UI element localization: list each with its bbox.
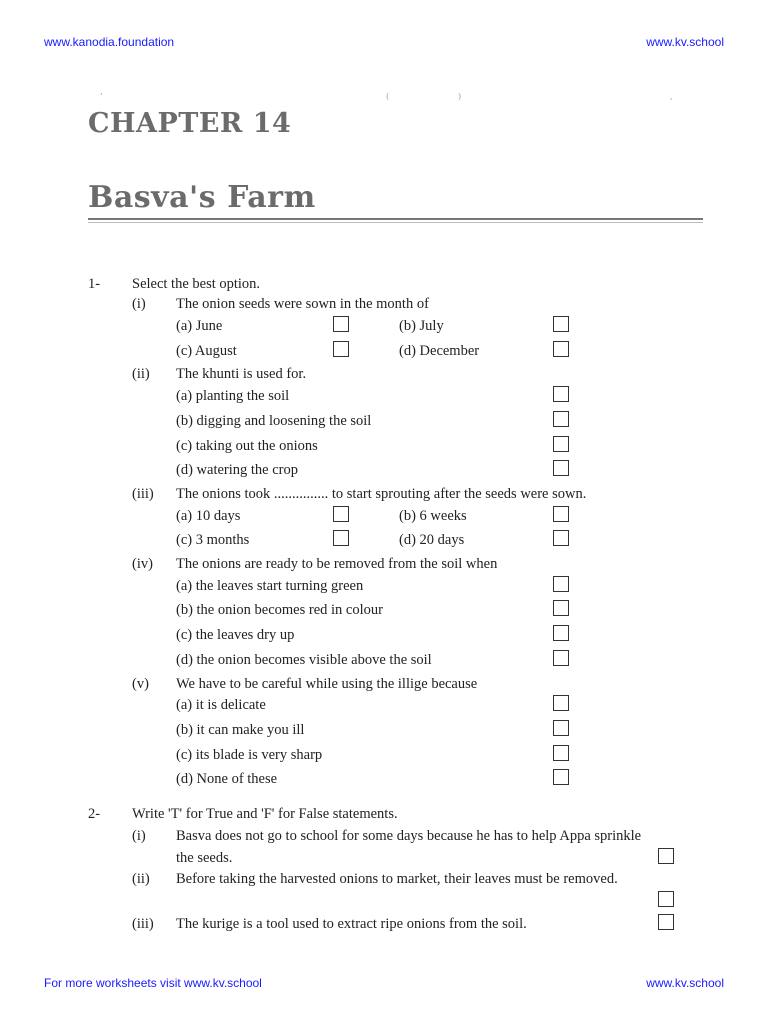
option-label: (c) taking out the onions: [176, 438, 318, 454]
option-label: (b) it can make you ill: [176, 722, 305, 738]
answer-checkbox[interactable]: [553, 625, 569, 641]
item-question: The onions are ready to be removed from the soil when: [176, 556, 498, 572]
scan-mark: (: [386, 92, 390, 101]
question-instruction: Select the best option.: [132, 276, 261, 292]
answer-checkbox[interactable]: [553, 436, 569, 452]
footer-link-right[interactable]: www.kv.school: [646, 976, 724, 990]
chapter-heading: CHAPTER 14: [88, 108, 292, 139]
answer-checkbox[interactable]: [553, 650, 569, 666]
title-underline-thin: [88, 222, 703, 223]
option-label: (b) 6 weeks: [399, 508, 467, 524]
answer-checkbox[interactable]: [553, 386, 569, 402]
question-number: 2-: [88, 806, 101, 822]
question-number: 1-: [88, 276, 101, 292]
item-number: (i): [132, 296, 146, 312]
answer-checkbox[interactable]: [553, 576, 569, 592]
answer-checkbox[interactable]: [553, 316, 569, 332]
option-label: (d) watering the crop: [176, 462, 298, 478]
title-underline: [88, 218, 703, 220]
answer-checkbox[interactable]: [333, 530, 349, 546]
true-false-box[interactable]: [658, 914, 674, 930]
option-label: (c) its blade is very sharp: [176, 747, 323, 763]
option-label: (d) 20 days: [399, 532, 465, 548]
option-label: (c) August: [176, 343, 237, 359]
statement-text: Before taking the harvested onions to market, their leaves must be removed.: [176, 871, 618, 887]
item-number: (ii): [132, 871, 150, 887]
item-question: The onions took ............... to start sprouting after the seeds were sown.: [176, 486, 587, 502]
option-label: (a) it is delicate: [176, 697, 266, 713]
option-label: (b) the onion becomes red in colour: [176, 602, 383, 618]
true-false-box[interactable]: [658, 891, 674, 907]
answer-checkbox[interactable]: [553, 720, 569, 736]
page-title: Basva's Farm: [88, 180, 316, 215]
option-label: (a) the leaves start turning green: [176, 578, 364, 594]
item-number: (ii): [132, 366, 150, 382]
answer-checkbox[interactable]: [553, 530, 569, 546]
answer-checkbox[interactable]: [553, 460, 569, 476]
option-label: (b) July: [399, 318, 444, 334]
answer-checkbox[interactable]: [333, 341, 349, 357]
option-label: (a) 10 days: [176, 508, 241, 524]
answer-checkbox[interactable]: [553, 600, 569, 616]
question-instruction: Write 'T' for True and 'F' for False statements.: [132, 806, 398, 822]
option-label: (c) 3 months: [176, 532, 250, 548]
option-label: (d) the onion becomes visible above the soil: [176, 652, 432, 668]
item-number: (iii): [132, 916, 154, 932]
item-question: We have to be careful while using the illige because: [176, 676, 478, 692]
statement-text-continued: the seeds.: [176, 850, 233, 866]
scan-mark: ’: [100, 92, 103, 101]
item-number: (v): [132, 676, 149, 692]
item-question: The khunti is used for.: [176, 366, 307, 382]
answer-checkbox[interactable]: [553, 769, 569, 785]
answer-checkbox[interactable]: [553, 341, 569, 357]
option-label: (a) June: [176, 318, 223, 334]
answer-checkbox[interactable]: [553, 695, 569, 711]
footer-link-left[interactable]: For more worksheets visit www.kv.school: [44, 976, 262, 990]
scan-mark: ): [458, 92, 462, 101]
option-label: (b) digging and loosening the soil: [176, 413, 372, 429]
answer-checkbox[interactable]: [553, 411, 569, 427]
option-label: (d) December: [399, 343, 480, 359]
answer-checkbox[interactable]: [333, 506, 349, 522]
scan-mark: ,: [670, 92, 673, 101]
header-link-left[interactable]: www.kanodia.foundation: [44, 35, 175, 49]
statement-text: Basva does not go to school for some days because he has to help Appa sprinkle: [176, 828, 642, 844]
item-number: (iv): [132, 556, 153, 572]
header-link-right[interactable]: www.kv.school: [646, 35, 724, 49]
statement-text: The kurige is a tool used to extract ripe onions from the soil.: [176, 916, 527, 932]
option-label: (d) None of these: [176, 771, 278, 787]
option-label: (a) planting the soil: [176, 388, 290, 404]
option-label: (c) the leaves dry up: [176, 627, 295, 643]
item-number: (iii): [132, 486, 154, 502]
answer-checkbox[interactable]: [333, 316, 349, 332]
answer-checkbox[interactable]: [553, 745, 569, 761]
true-false-box[interactable]: [658, 848, 674, 864]
item-question: The onion seeds were sown in the month of: [176, 296, 429, 312]
item-number: (i): [132, 828, 146, 844]
answer-checkbox[interactable]: [553, 506, 569, 522]
